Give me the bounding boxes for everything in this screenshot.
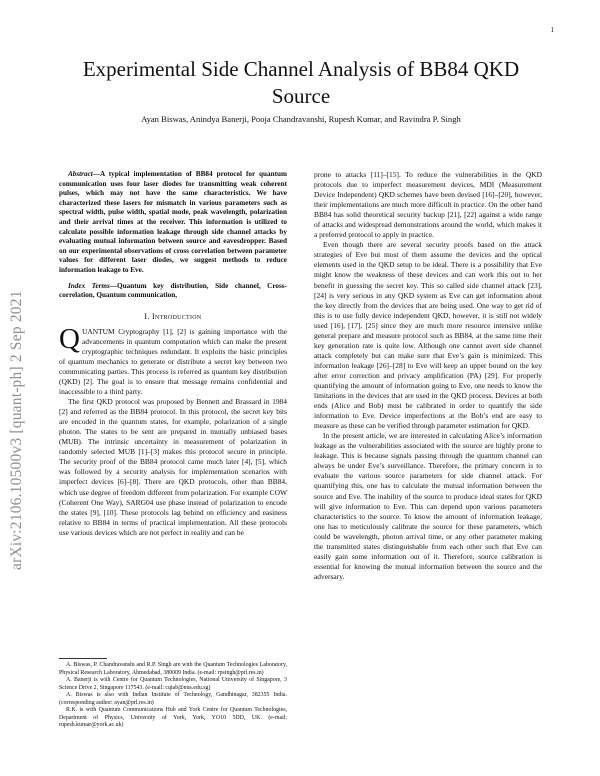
intro-paragraph-3: prone to attacks [11]–[15]. To reduce the vulnerabilities in the QKD protocols due to imperfect measurement devices, MDI (Measurement Device Independent) QKD schemes have been devised [16]–[20], however, their implementations are much more difficult in practice. On the other hand BB84 has solid theoretical security backup [21], [22] against a wide range of attacks and widespread demonstrations around the world, which makes it a preferred protocol to apply in practice. (314, 170, 542, 240)
page-number: 1 (550, 26, 554, 34)
section-heading-introduction: I. Introduction (144, 311, 202, 321)
index-terms (59, 282, 287, 301)
right-column (314, 170, 542, 582)
abstract-text: —A typical implementation of BB84 protocol for quantum communication uses four laser diodes for transmitting weak coherent pulses, which may not have the same characteristics. We have characterized these lasers for mismatch in various parameters such as spectral width, pulse width, spatial mode, peak wavelength, polarization and their arrival times at the receiver. This information is utilized to calculate possible information leakage through side channel attacks by evaluating mutual information between source and eavesdropper. Based on our experimental observations of cross correlation between parameter values for different laser diodes, we suggest methods to reduce information leakage to Eve. (59, 170, 287, 274)
intro-paragraph-1 (59, 322, 287, 397)
footnote-rule (59, 658, 107, 659)
footnote-1: A. Biswas, P. Chandravanshi and R.P. Singh are with the Quantum Technologies Laboratory, Physical Research Laboratory, Ahmedabad, 380009 India. (e-mail: rpsingh@prl.res.in) (59, 662, 287, 676)
author-list: Ayan Biswas, Anindya Banerji, Pooja Chandravanshi, Rupesh Kumar, and Ravindra P. Singh (141, 114, 461, 124)
index-terms-text: —Quantum key distribution, Side channel, Cross-correlation, Quantum communication, (59, 281, 287, 300)
intro-paragraph-1-text: UANTUM Cryptography [1], [2] is gaining importance with the advancements in quantum computation which can make the present cryptographic techniques redundant. It exploits the basic principles of quantum mechanics to generate or distribute a secret key between two communicating parties. This process is referred as quantum key distribution (QKD) [2]. The goal is to ensure that message remains confidential and inaccessible to a third party. (59, 326, 287, 397)
abstract (59, 170, 287, 276)
index-terms-label: Index Terms (68, 281, 110, 290)
footnotes (59, 658, 287, 730)
intro-paragraph-5: In the present article, we are interested in calculating Alice’s information leakage as the vulnerabilities associated with the source are highly prone to leakage. This is because signals passing through the quantum channel can always be under Eve’s surveillance. Therefore, the primary concern is to evaluate the various source parameters for side channel attack. For quantifying this, one has to calculate the mutual information between the source and Eve. The inability of the source to produce ideal states for QKD will give information to Eve. This can depend upon various parameters characteristics to the source. To know the amount of information leakage, one has to meticulously calibrate the source for these parameters, which could be wavelength, photon arrival time, or any other parameter making the transmitted states distinguishable from each other such that Eve can easily gain some information out of it. Therefore, source calibration is essential for knowing the mutual information between the source and the adversary. (314, 431, 542, 581)
arxiv-identifier: arXiv:2106.10500v3 [quant-ph] 2 Sep 2021 (8, 290, 25, 570)
paper-title: Experimental Side Channel Analysis of BB84 QKD Source (82, 57, 520, 108)
intro-paragraph-4: Even though there are several security proofs based on the attack strategies of Eve but most of them assume the devices and the optical elements used in the QKD setup to be ideal. There is a possibility that Eve might know the weakness of these devices and can work this out to her benefit in guessing the secret key. This so called side channel attack [23], [24] is very serious in any QKD system as Eve can get information about the key directly from the devices that are being used. One way to get rid of this is to use fully device independent QKD, however, it is still not widely used [16], [17], [25] since they are much more resource intensive unlike general prepare and measure protocol such as BB84, at the same time their key generation rate is quite low. Although one cannot avert side channel attack completely but can make sure that Eve’s gain is minimized. This information leakage [26]–[28] to Eve will keep an upper bound on the key after error correction and privacy amplification (PA) [29]. For properly quantifying the amount of information going to Eve, one needs to know the limitations in the devices that are used in the QKD process. Devices at both ends (Alice and Bob) must be calibrated in order to quantify the side information to Eve. Device imperfections at the Bob’s end are easy to measure as these can be verified through parameter estimation for QKD. (314, 240, 542, 431)
footnote-4: R.K. is with Quantum Communications Hub and York Centre for Quantum Technologies, Department of Physics, University of York, York, YO10 5DD, UK. (e-mail: rupesh.kumar@york.ac.uk) (59, 707, 287, 729)
abstract-label: Abstract (68, 170, 93, 178)
intro-paragraph-2: The first QKD protocol was proposed by Bennett and Brassard in 1984 [2] and referred as the BB84 protocol. In this protocol, the secret key bits are encoded in the quantum states, for example, polarization of a single photon. The states to be sent are prepared in mutually unbiased bases (MUB). The intrinsic uncertainty in measurement of polarization in randomly selected MUB [1]–[3] makes this protocol secure in principle. The security proof of the BB84 protocol came much later [4], [5], which was followed by a security analysis for implementation scenarios with imperfect devices [6]–[8]. There are QKD protocols, other than BB84, which use degree of freedom different from polarization. For example COW (Coherent One Way), SARG04 use phase instead of polarization to encode the states [9], [10]. These protocols lag behind on efficiency and easiness relative to BB84 in terms of practical implementation. All these protocols use various devices which are not perfect in reality and can be (59, 397, 287, 537)
footnote-2: A. Banerji is with Centre for Quantum Technologies, National University of Singapore, 3 Science Drive 2, Singapore 117543. (e-mail: cqtab@nus.edu.sg) (59, 677, 287, 691)
left-column (59, 170, 287, 538)
footnote-3: A. Biswas is also with Indian Institute of Technology, Gandhinagar, 382355 India. (corresponding author: ayan@prl.res.in) (59, 692, 287, 706)
drop-cap: Q (59, 322, 80, 355)
